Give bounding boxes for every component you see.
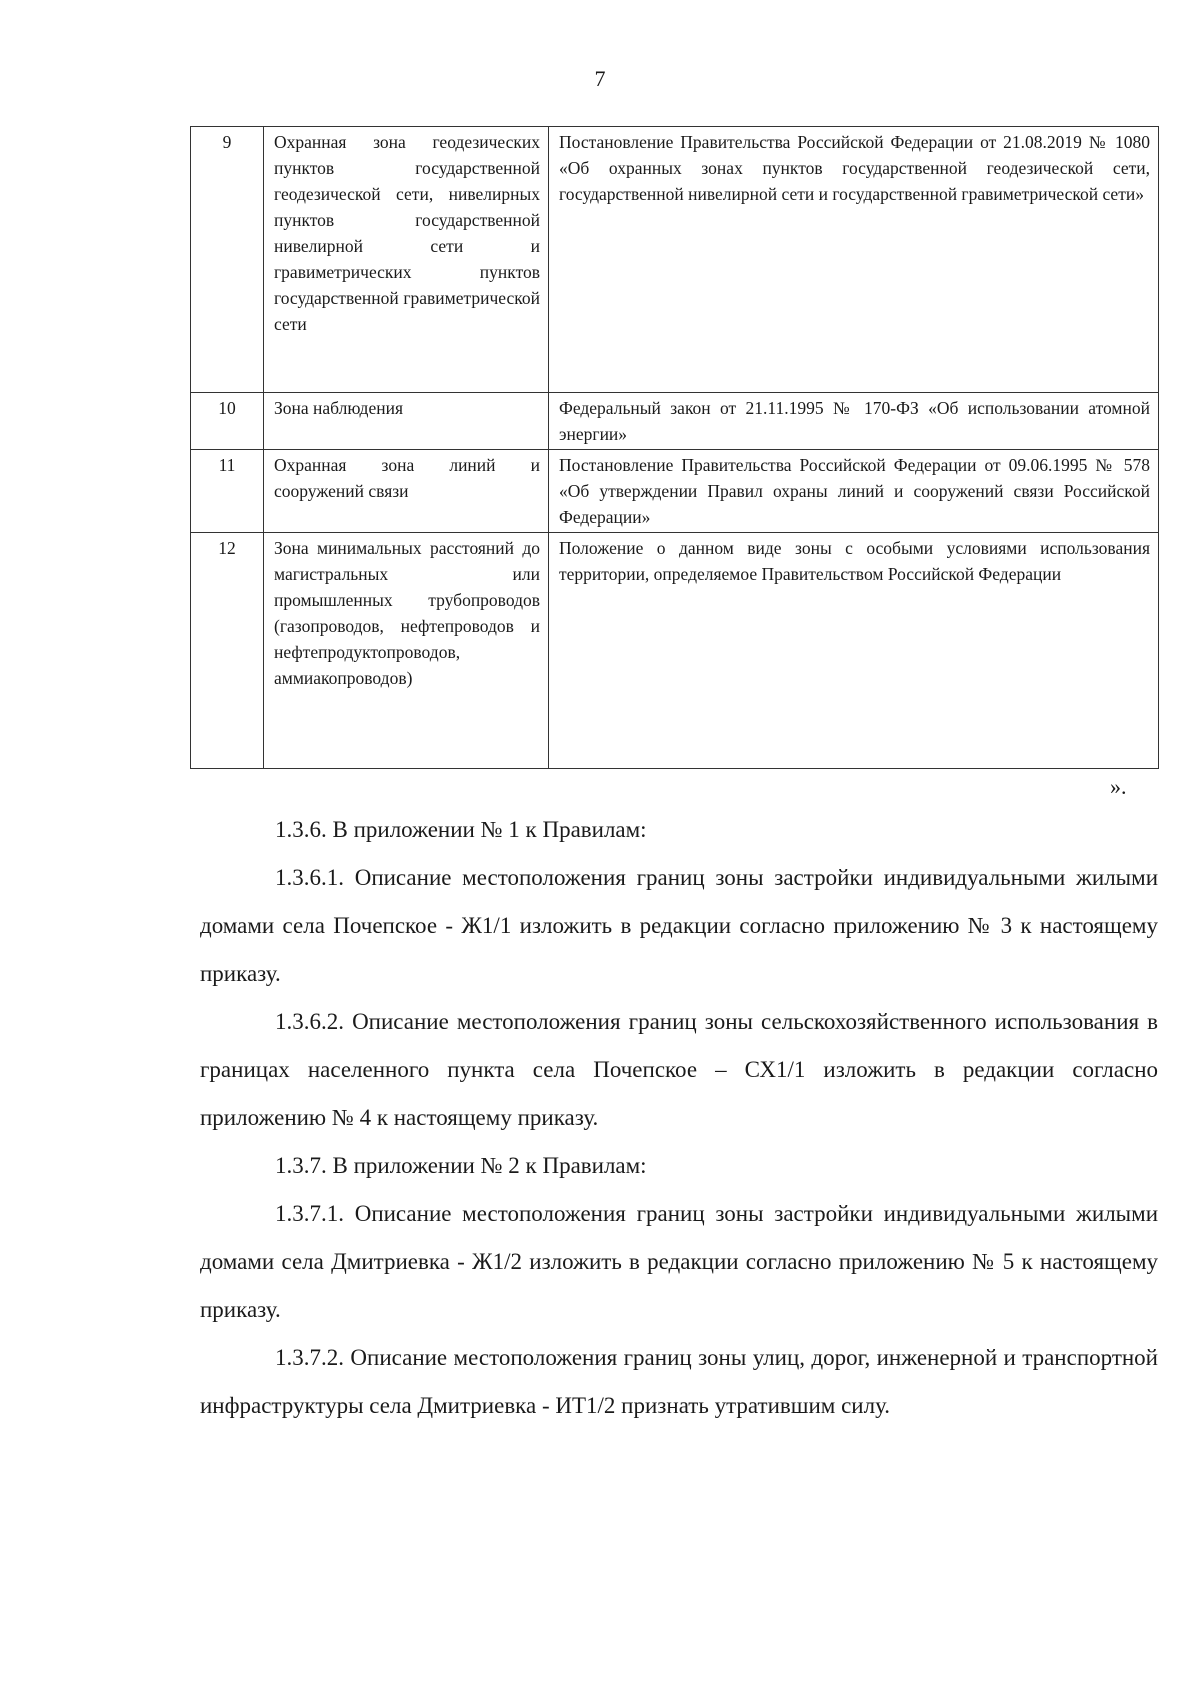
paragraph: 1.3.6.2. Описание местоположения границ зоны сельскохозяйственного использования в границах населенного пункта села Почепское – СХ1/1 изложить в редакции согласно приложению № 4 к настоящему приказу. — [200, 1009, 1158, 1130]
legal-basis: Положение о данном виде зоны с особыми условиями использования территории, определяемое Правительством Российской Федерации — [549, 533, 1159, 769]
zone-name: Охранная зона геодезических пунктов государственной геодезической сети, нивелирных пунктов государственной нивелирной сети и гравиметрических пунктов государственной гравиметрической сети — [264, 127, 549, 393]
row-number: 11 — [191, 450, 264, 533]
table-row — [191, 533, 1159, 769]
row-number: 10 — [191, 393, 264, 450]
closing-quote: ». — [1110, 774, 1127, 799]
table-row — [191, 127, 1159, 393]
table-row — [191, 450, 1159, 533]
zones-table — [190, 126, 1159, 769]
paragraph: 1.3.7.2. Описание местоположения границ зоны улиц, дорог, инженерной и транспортной инфраструктуры села Дмитриевка - ИТ1/2 признать утратившим силу. — [200, 1345, 1158, 1418]
zone-name: Зона минимальных расстояний до магистральных или промышленных трубопроводов (газопроводов, нефтепроводов и нефтепродуктопроводов, аммиакопроводов) — [264, 533, 549, 769]
paragraph: 1.3.6. В приложении № 1 к Правилам: — [275, 817, 647, 842]
table-row — [191, 393, 1159, 450]
body-text — [200, 806, 1158, 1430]
zone-name: Охранная зона линий и сооружений связи — [264, 450, 549, 533]
paragraph: 1.3.7. В приложении № 2 к Правилам: — [275, 1153, 647, 1178]
zone-name: Зона наблюдения — [264, 393, 549, 450]
legal-basis: Постановление Правительства Российской Федерации от 21.08.2019 № 1080 «Об охранных зонах пунктов государственной геодезической сети, государственной нивелирной сети и государственной гравиметрической сети» — [549, 127, 1159, 393]
row-number: 12 — [191, 533, 264, 769]
legal-basis: Постановление Правительства Российской Федерации от 09.06.1995 № 578 «Об утверждении Правил охраны линий и сооружений связи Российской Федерации» — [549, 450, 1159, 533]
paragraph: 1.3.6.1. Описание местоположения границ зоны застройки индивидуальными жилыми домами села Почепское - Ж1/1 изложить в редакции согласно приложению № 3 к настоящему приказу. — [200, 865, 1158, 986]
legal-basis: Федеральный закон от 21.11.1995 № 170-ФЗ «Об использовании атомной энергии» — [549, 393, 1159, 450]
page-number: 7 — [594, 66, 606, 91]
row-number: 9 — [191, 127, 264, 393]
paragraph: 1.3.7.1. Описание местоположения границ зоны застройки индивидуальными жилыми домами села Дмитриевка - Ж1/2 изложить в редакции согласно приложению № 5 к настоящему приказу. — [200, 1201, 1158, 1322]
